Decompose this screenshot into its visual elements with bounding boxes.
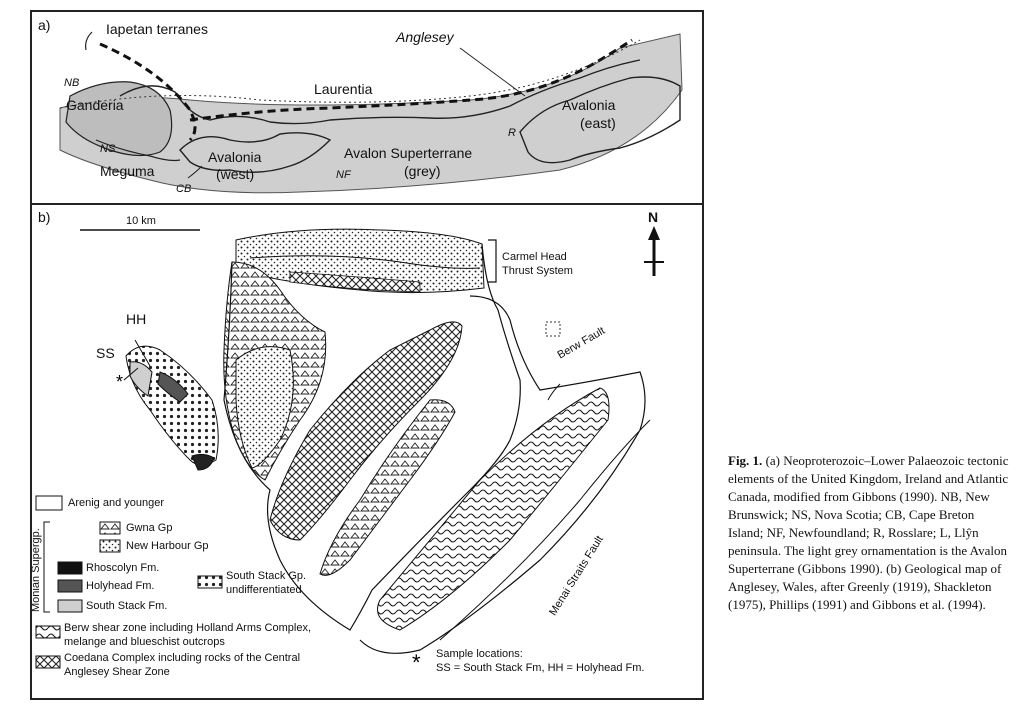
carmel-label-1: Carmel Head (502, 251, 567, 263)
label-ganderia: Ganderia (66, 97, 124, 113)
label-cb: CB (176, 183, 192, 195)
legend-coedana-2: Anglesey Shear Zone (64, 666, 170, 678)
scale-label: 10 km (126, 215, 156, 227)
label-anglesey: Anglesey (396, 29, 454, 45)
swatch-berw (36, 626, 60, 638)
legend-sample-1: Sample locations: (436, 648, 523, 660)
swatch-coedana (36, 656, 60, 668)
swatch-new-harbour (100, 540, 120, 552)
label-ns: NS (100, 143, 116, 155)
legend-new-harbour: New Harbour Gp (126, 540, 209, 552)
label-nf: NF (336, 169, 351, 181)
label-avalonia-west-1: Avalonia (208, 149, 262, 165)
swatch-south-stack-fm (58, 600, 82, 612)
legend-monian: Monian Supergp. (30, 528, 42, 612)
figure-caption (728, 452, 1012, 614)
north-label: N (648, 209, 659, 225)
legend-berw-1: Berw shear zone including Holland Arms Complex, (64, 622, 312, 634)
label-meguma: Meguma (100, 163, 155, 179)
sample-asterisk-icon: * (412, 650, 421, 675)
iapetan-arrow (86, 32, 92, 50)
swatch-south-stack-gp (198, 576, 222, 588)
swatch-arenig (36, 496, 62, 510)
panel-a-letter: a) (38, 17, 51, 33)
berw-arrow (548, 384, 560, 400)
label-iapetan: Iapetan terranes (106, 21, 208, 37)
swatch-holyhead (58, 580, 82, 592)
rhoscolyn-fm (192, 454, 214, 470)
label-ss: SS (96, 345, 115, 361)
legend-arenig: Arenig and younger (68, 497, 165, 509)
new-harbour-west (236, 347, 293, 468)
legend-gwna: Gwna Gp (126, 522, 173, 534)
carmel-label-2: Thrust System (502, 265, 573, 277)
legend-berw-2: melange and blueschist outcrops (64, 636, 225, 648)
label-avalonia-west-2: (west) (216, 166, 255, 182)
legend-south-stack-gp-1: South Stack Gp. (226, 570, 307, 582)
label-hh: HH (126, 311, 147, 327)
label-avalonia-east-2: (east) (580, 115, 616, 131)
caption-fignum: Fig. 1. (728, 453, 763, 468)
label-avalonia-east-1: Avalonia (562, 97, 616, 113)
anglesey-leader (460, 48, 525, 96)
swatch-rhoscolyn (58, 562, 82, 574)
label-nb: NB (64, 77, 80, 89)
legend-south-stack-fm: South Stack Fm. (86, 600, 168, 612)
label-r: R (508, 127, 516, 139)
berw-fault-label: Berw Fault (555, 324, 608, 362)
swatch-gwna (100, 522, 120, 534)
label-avalon-super-1: Avalon Superterrane (344, 145, 473, 161)
north-arrow-icon (644, 226, 664, 276)
label-laurentia: Laurentia (314, 81, 373, 97)
caption-text: (a) Neoproterozoic–Lower Palaeozoic tectonic elements of the United Kingdom, Ireland and Atlantic Canada, modified from Gibbons (1990). NB, New Brunswick; NS, Nova Scotia; CB, Cape Breton Island; NF, Newfoundland; R, Rosslare; L, Llŷn peninsula. The light grey ornamentation is the Avalon Superterrane (Gibbons 1990). (b) Geological map of Anglesey, Wales, after Greenly (1919), Shackleton (1975), Phillips (1991) and Gibbons et al. (1994). (728, 453, 1009, 612)
ss-asterisk-icon: * (116, 372, 124, 392)
legend-holyhead: Holyhead Fm. (86, 580, 155, 592)
legend-coedana-1: Coedana Complex including rocks of the Central (64, 652, 301, 664)
panel-b-letter: b) (38, 209, 51, 225)
monian-bracket (44, 522, 50, 612)
legend-south-stack-gp-2: undifferentiated (226, 584, 302, 596)
town-marker-icon (546, 322, 560, 336)
menai-fault-label: Menai Straits Fault (547, 533, 606, 618)
label-avalon-super-2: (grey) (404, 163, 441, 179)
carmel-bracket (488, 240, 496, 282)
panel-b-map (80, 226, 664, 675)
legend-sample-2: SS = South Stack Fm, HH = Holyhead Fm. (436, 662, 645, 674)
legend-rhoscolyn: Rhoscolyn Fm. (86, 562, 160, 574)
